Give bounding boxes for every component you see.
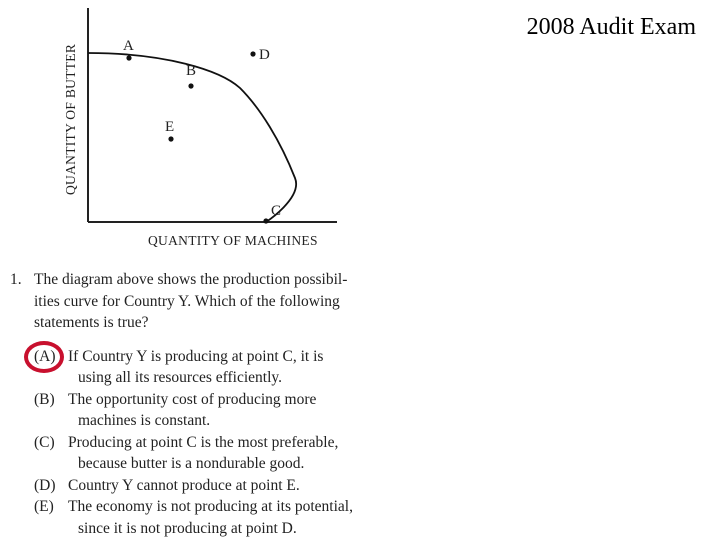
option-letter: (D) (34, 476, 56, 494)
option-line: machines is constant. (78, 412, 211, 429)
point-c-label: C (271, 203, 282, 219)
point-d-label: D (259, 47, 270, 63)
option-line: Producing at point C is the most preferable, (68, 433, 339, 451)
answer-circle-highlight (24, 341, 64, 373)
option-text (66, 346, 410, 389)
option-e[interactable] (10, 496, 410, 539)
point-d (250, 51, 255, 56)
option-b[interactable] (10, 389, 410, 432)
point-e (168, 136, 173, 141)
question-stem-text (34, 269, 410, 334)
y-axis-label: QUANTITY OF BUTTER (63, 43, 78, 195)
option-line: using all its resources efficiently. (78, 369, 283, 386)
production-possibilities-diagram (55, 0, 355, 252)
question-number: 1. (10, 271, 22, 288)
option-d[interactable] (10, 475, 410, 497)
stem-line: statements is true? (34, 314, 149, 331)
stem-line: ities curve for Country Y. Which of the following (34, 292, 340, 310)
option-text (66, 389, 410, 432)
option-line: If Country Y is producing at point C, it is (68, 347, 324, 365)
question-1 (10, 269, 410, 539)
option-text (66, 475, 410, 497)
x-axis-label: QUANTITY OF MACHINES (148, 233, 318, 248)
option-a[interactable] (10, 346, 410, 389)
question-stem (10, 269, 410, 334)
option-letter: (E) (34, 498, 54, 515)
option-line: because butter is a nondurable good. (78, 455, 305, 472)
option-letter: (C) (34, 433, 55, 451)
answer-options (10, 346, 410, 540)
point-e-label: E (165, 119, 175, 135)
option-line: The economy is not producing at its potential, (68, 498, 353, 515)
point-a-label: A (123, 38, 134, 54)
option-letter: (B) (34, 390, 55, 408)
option-line: The opportunity cost of producing more (68, 390, 317, 408)
option-text (66, 496, 410, 539)
stem-line: The diagram above shows the production possibil- (34, 271, 348, 288)
point-b (188, 83, 193, 88)
point-a (126, 55, 131, 60)
option-line: Country Y cannot produce at point E. (68, 476, 300, 494)
option-text (66, 432, 410, 475)
option-line: since it is not producing at point D. (78, 519, 297, 537)
option-letter: (A) (34, 347, 56, 365)
point-b-label: B (186, 63, 197, 79)
option-c[interactable] (10, 432, 410, 475)
point-c (263, 218, 268, 223)
slide-title: 2008 Audit Exam (526, 14, 696, 40)
